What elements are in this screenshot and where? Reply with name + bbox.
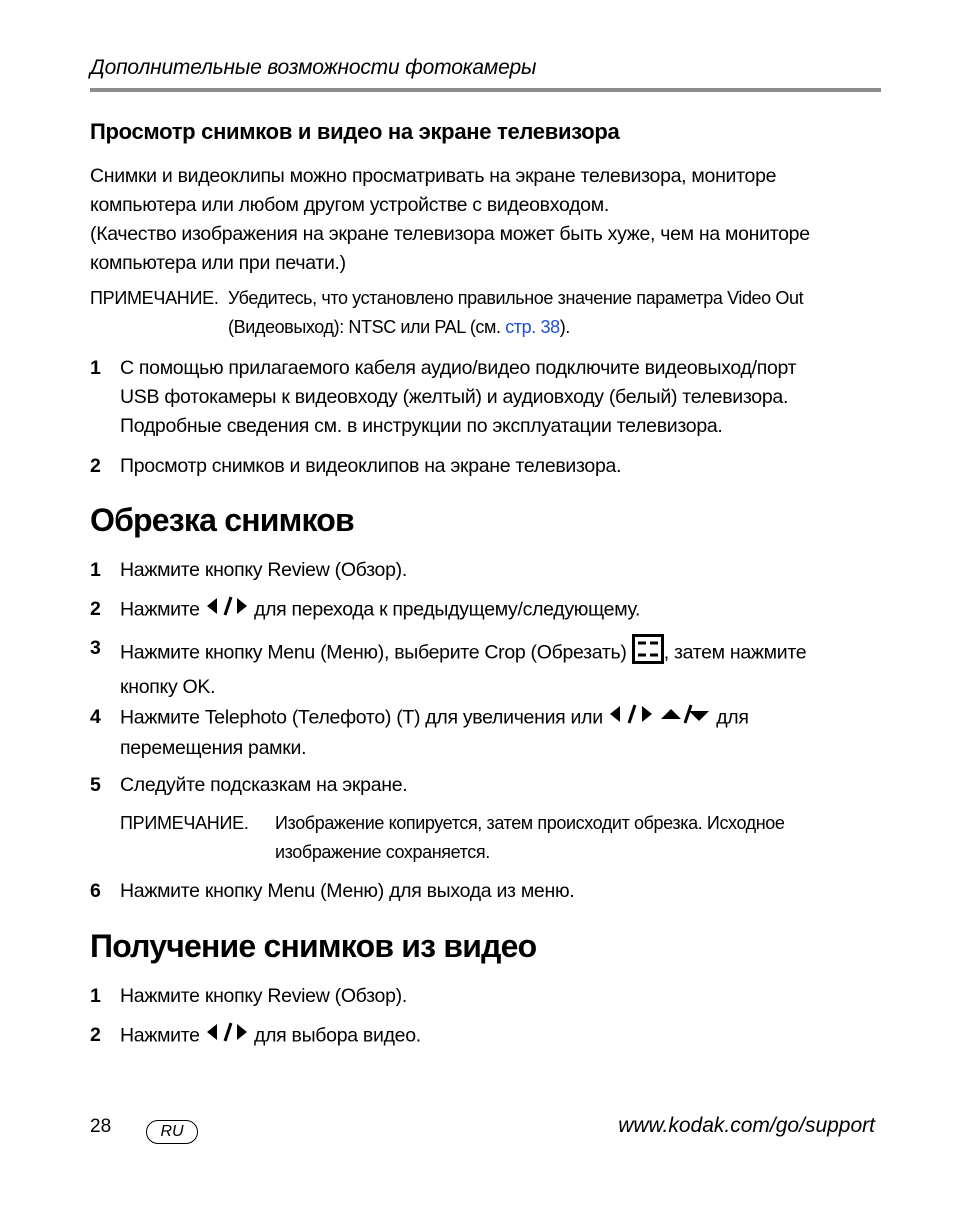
step-number: 1: [90, 357, 101, 379]
tv-note: [228, 284, 878, 342]
crop-step-4: [90, 703, 880, 763]
tv-paragraph-line: компьютера или любом другом устройстве с видеовходом.: [90, 194, 609, 216]
step-number: 6: [90, 880, 101, 902]
step-number: 1: [90, 559, 101, 581]
step-text: Нажмите кнопку Review (Обзор).: [120, 559, 407, 581]
step-text-after: для выбора видео.: [253, 1024, 421, 1047]
step-line: С помощью прилагаемого кабеля аудио/видео подключите видеовыход/порт: [120, 357, 797, 379]
crop-step-2: [90, 595, 880, 625]
tv-paragraph: [90, 162, 880, 278]
tv-step-2: [90, 452, 880, 482]
tv-note-line: [228, 313, 878, 342]
step-number: 4: [90, 706, 101, 728]
video-step-1: [90, 982, 880, 1012]
section-heading-tv: Просмотр снимков и видео на экране телевизора: [90, 119, 620, 144]
crop-step-3: [90, 634, 880, 698]
step-number: 1: [90, 985, 101, 1007]
step-line: перемещения рамки.: [120, 737, 307, 759]
tv-step-1: [90, 354, 880, 444]
left-right-arrows-icon: [205, 1021, 249, 1052]
section-heading-video: Получение снимков из видео: [90, 928, 537, 964]
crop-note-label: ПРИМЕЧАНИЕ.: [120, 813, 249, 833]
crop-step-6: [90, 877, 880, 907]
step-number: 2: [90, 598, 101, 620]
video-step-2: [90, 1021, 880, 1051]
step-line: Подробные сведения см. в инструкции по эксплуатации телевизора.: [120, 415, 723, 437]
crop-step-5: [90, 771, 880, 801]
step-number: 3: [90, 637, 101, 659]
crop-icon: [632, 634, 664, 673]
step-text: [120, 703, 880, 763]
crop-note: [275, 809, 875, 867]
step-number: 5: [90, 774, 101, 796]
step-text-after: для: [716, 706, 749, 729]
crop-note-line: изображение сохраняется.: [275, 842, 490, 862]
step-line: USB фотокамеры к видеовходу (желтый) и аудиовходу (белый) телевизора.: [120, 386, 789, 408]
step-number: 2: [90, 455, 101, 477]
tv-note-text: ).: [559, 317, 570, 337]
tv-note-label: ПРИМЕЧАНИЕ.: [90, 288, 219, 308]
step-line: [120, 703, 880, 734]
step-text: Следуйте подсказкам на экране.: [120, 774, 408, 796]
section-heading-crop: Обрезка снимков: [90, 502, 354, 538]
step-text-before: Нажмите кнопку Menu (Меню), выберите Crop (Обрезать): [120, 641, 627, 664]
crop-note-line: Изображение копируется, затем происходит обрезка. Исходное: [275, 813, 785, 833]
step-line: [120, 634, 880, 673]
step-text-after: для перехода к предыдущему/следующему.: [253, 598, 641, 621]
step-text-before: Нажмите: [120, 1024, 200, 1047]
tv-note-text: (Видеовыход): NTSC или PAL (см.: [228, 317, 506, 337]
tv-paragraph-line: Снимки и видеоклипы можно просматривать на экране телевизора, мониторе: [90, 165, 777, 187]
step-text: [120, 634, 880, 702]
language-badge: RU: [146, 1120, 198, 1144]
left-right-arrows-icon: [205, 595, 249, 626]
tv-note-line: Убедитесь, что установлено правильное значение параметра Video Out: [228, 288, 804, 308]
page-number: 28: [90, 1116, 112, 1137]
step-text: [120, 595, 880, 626]
step-text-before: Нажмите: [120, 598, 200, 621]
step-text-after: , затем нажмите: [663, 641, 807, 664]
tv-paragraph-line: (Качество изображения на экране телевизора может быть хуже, чем на мониторе: [90, 223, 810, 245]
support-url-link[interactable]: www.kodak.com/go/support: [618, 1114, 875, 1137]
step-text: Нажмите кнопку Review (Обзор).: [120, 985, 407, 1007]
running-header: Дополнительные возможности фотокамеры: [90, 56, 537, 79]
step-text-before: Нажмите Telephoto (Телефото) (T) для увеличения или: [120, 706, 603, 729]
step-text: [120, 1021, 880, 1052]
step-line: кнопку OK.: [120, 676, 216, 698]
step-text: Просмотр снимков и видеоклипов на экране телевизора.: [120, 455, 622, 477]
step-text: Нажмите кнопку Menu (Меню) для выхода из меню.: [120, 880, 575, 902]
step-text: [120, 354, 880, 441]
page-38-link[interactable]: стр. 38: [505, 317, 560, 337]
header-rule: [90, 88, 881, 92]
left-right-arrows-icon: [608, 703, 654, 734]
crop-step-1: [90, 556, 880, 586]
step-number: 2: [90, 1024, 101, 1046]
tv-paragraph-line: компьютера или при печати.): [90, 252, 346, 274]
up-down-arrows-icon: [659, 703, 711, 734]
